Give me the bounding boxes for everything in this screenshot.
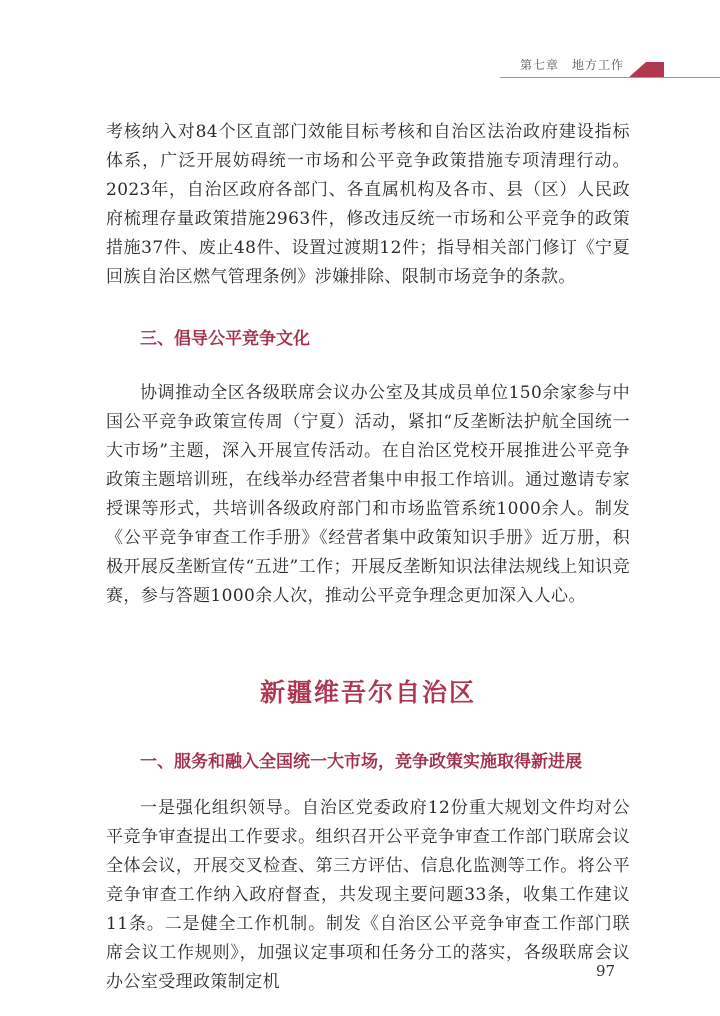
paragraph-2: 协调推动全区各级联席会议办公室及其成员单位150余家参与中国公平竞争政策宣传周（宁夏）活动，紧扣“反垄断法护航全国统一大市场”主题，深入开展宣传活动。在自治区党校开展推进公平竞争政策主题培训班，在线举办经营者集中申报工作培训。通过邀请专家授课等形式，共培训各级政府部门和市场监管系统1000余人。制发《公平竞争审查工作手册》《经营者集中政策知识手册》近万册，积极开展反垄断宣传“五进”工作；开展反垄断知识法律法规线上知识竞赛，参与答题1000余人次，推动公平竞争理念更加深入人心。 [106, 383, 630, 606]
paragraph-1: 考核纳入对84个区直部门效能目标考核和自治区法治政府建设指标体系，广泛开展妨碍统一市场和公平竞争政策措施专项清理行动。2023年，自治区政府各部门、各直属机构及各市、县（区）人民政府梳理存量政策措施2963件，修改违反统一市场和公平竞争的政策措施37件、废止48件、设置过渡期12件；指导相关部门修订《宁夏回族自治区燃气管理条例》涉嫌排除、限制市场竞争的条款。 [106, 122, 630, 287]
chapter-label: 第七章 地方工作 [519, 58, 624, 72]
header-tab-block [646, 62, 664, 78]
section-heading-3: 三、倡导公平竞争文化 [140, 329, 310, 349]
paragraph-3: 一是强化组织领导。自治区党委政府12份重大规划文件均对公平竞争审查提出工作要求。组织召开公平竞争审查工作部门联席会议全体会议，开展交叉检查、第三方评估、信息化监测等工作。将公平竞争审查工作纳入政府督查，共发现主要问题33条，收集工作建议11条。二是健全工作机制。制发《自治区公平竞争审查工作部门联席会议工作规则》，加强议定事项和任务分工的落实，各级联席会议办公室受理政策制定机 [106, 798, 630, 992]
page-body [106, 118, 630, 997]
header-rule [500, 77, 720, 78]
section-heading-1: 一、服务和融入全国统一大市场，竞争政策实施取得新进展 [140, 752, 582, 772]
header-tab-decoration [628, 62, 646, 78]
page-number: 97 [596, 962, 616, 980]
region-title: 新疆维吾尔自治区 [259, 678, 476, 707]
running-header [500, 52, 720, 78]
